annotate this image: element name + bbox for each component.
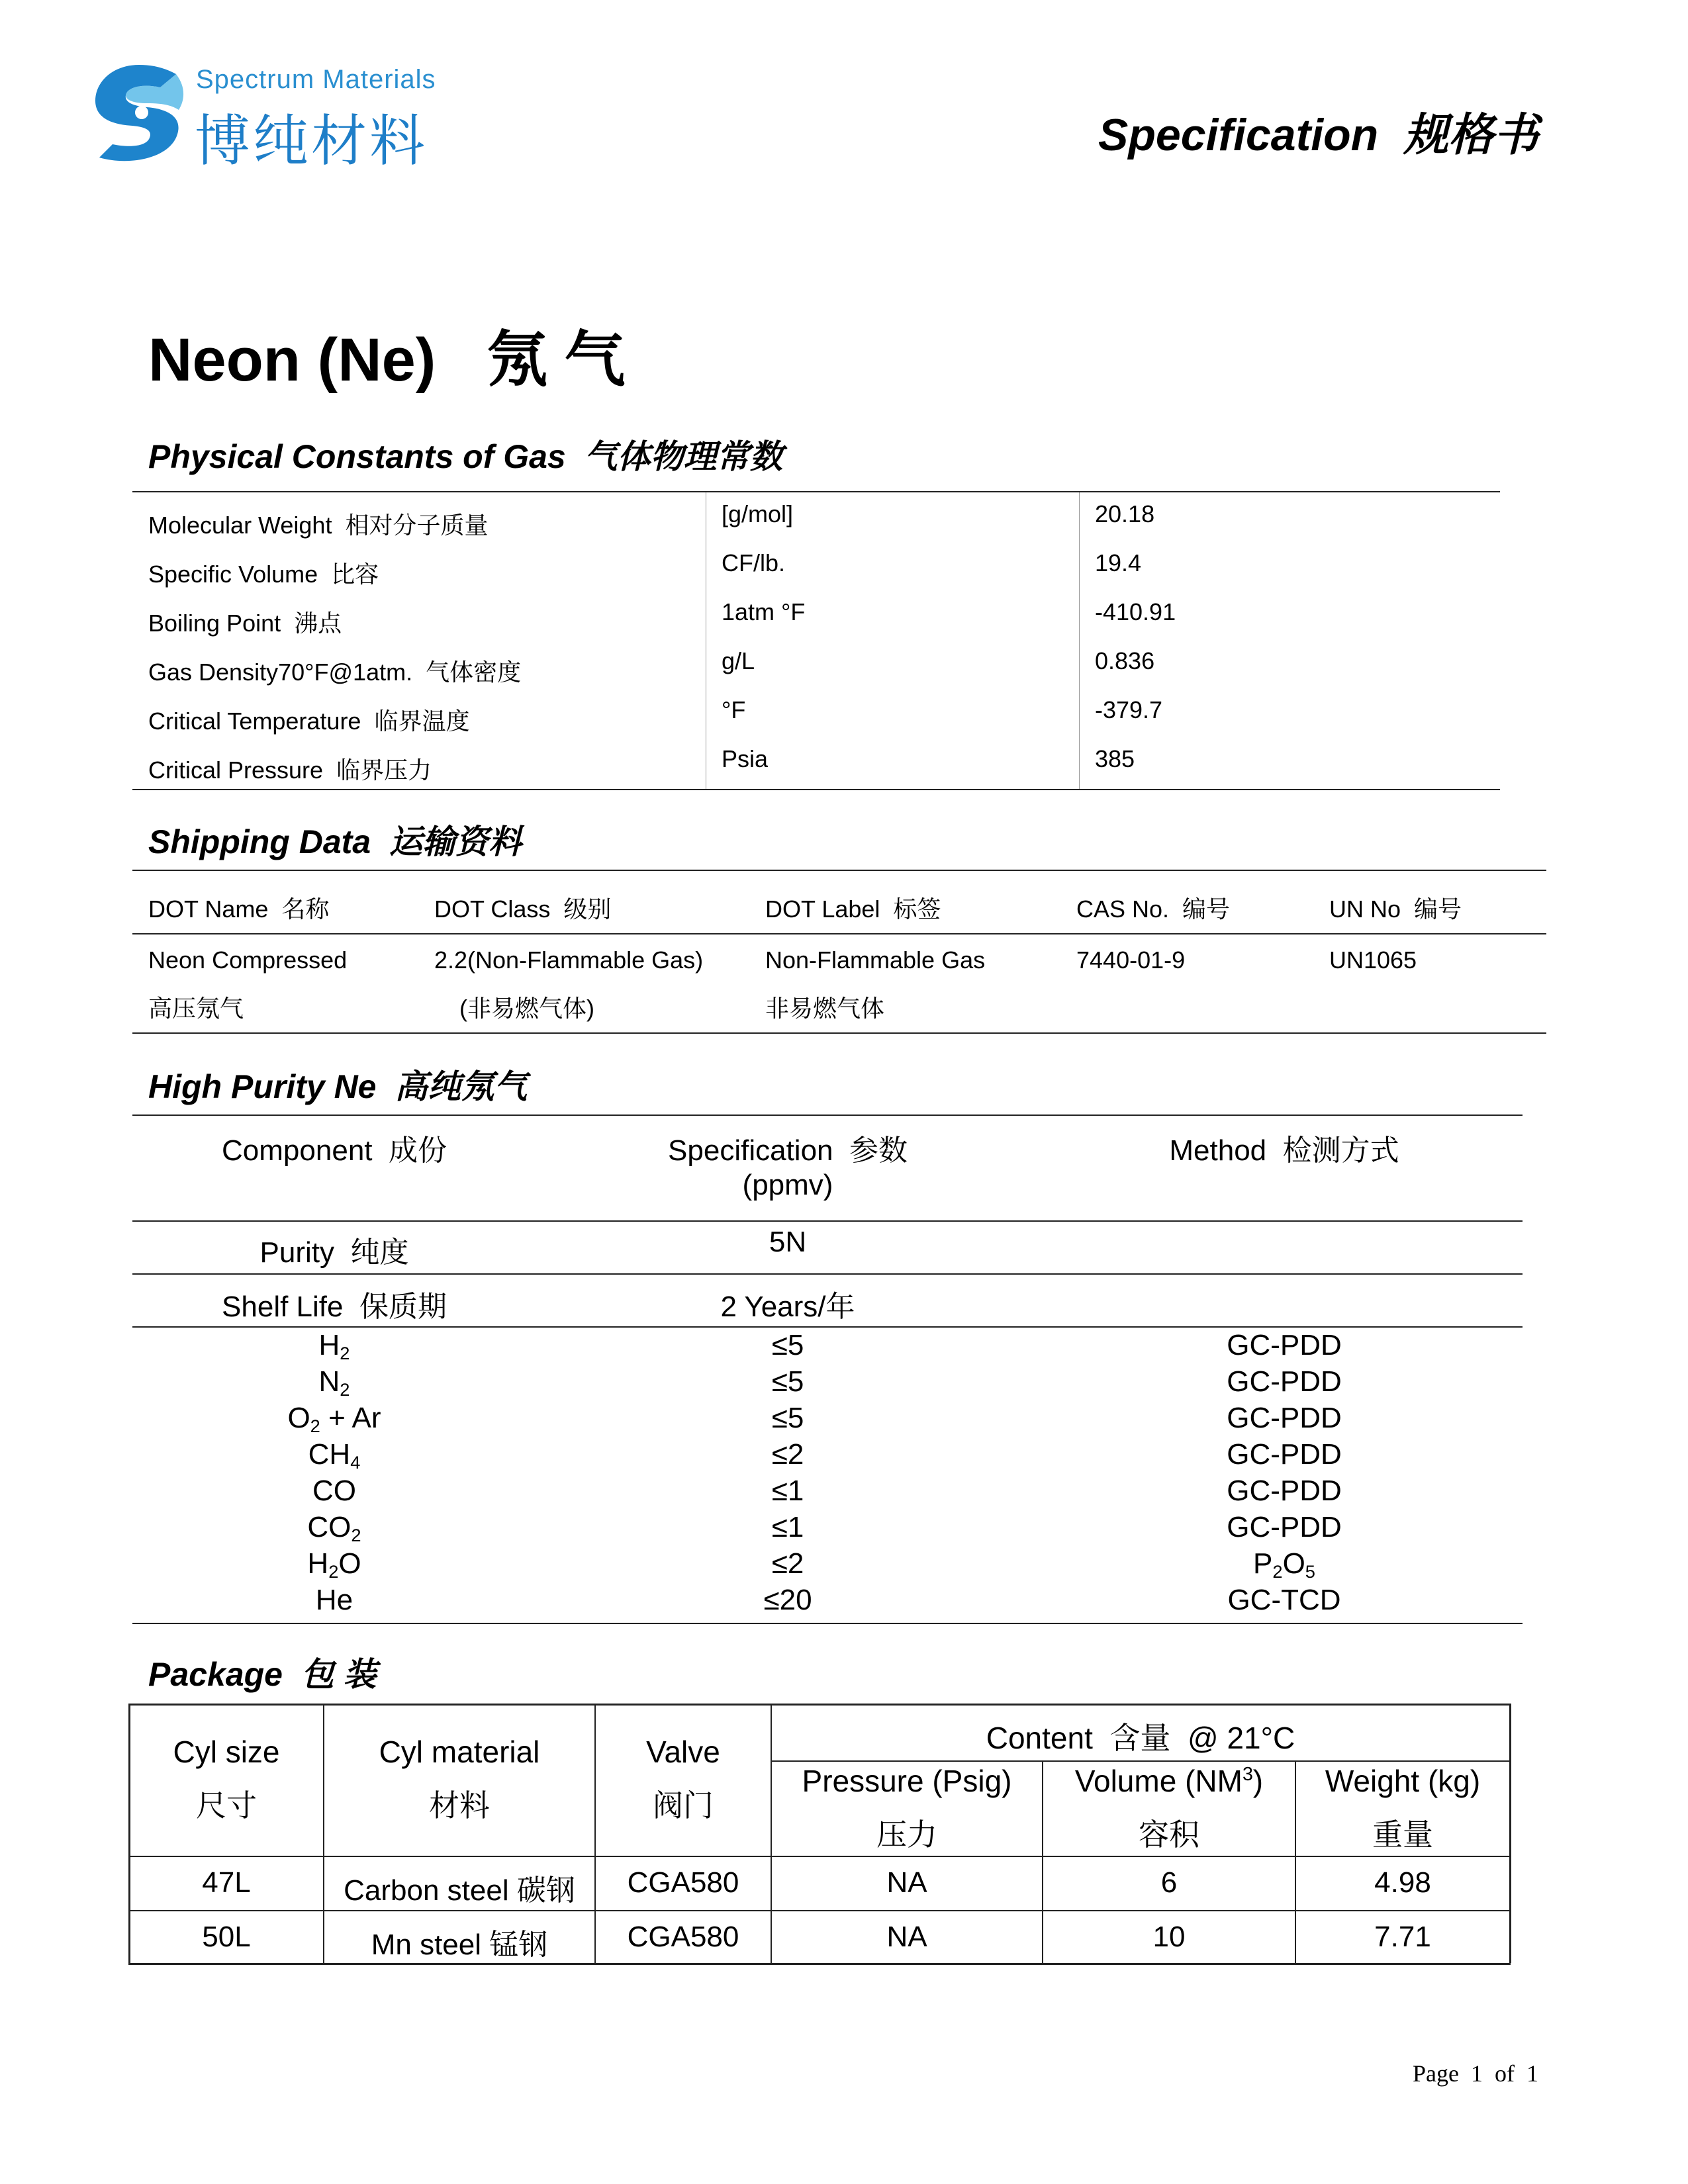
- logo-icon: [86, 60, 192, 165]
- dot-label-cn: 非易燃气体: [765, 995, 885, 1022]
- dot-class-header: DOT Class 级别: [434, 895, 612, 923]
- purity-label: Purity 纯度: [259, 1236, 409, 1269]
- valve-cell: CGA580: [627, 1921, 739, 1953]
- shipping-header-rule: [132, 933, 1546, 934]
- cyl-material-cell: Carbon steel 碳钢: [344, 1874, 575, 1907]
- dot-label-value: Non-Flammable Gas: [765, 946, 986, 974]
- physical-constants-title: Physical Constants of Gas 气体物理常数: [148, 438, 783, 475]
- property-value: -410.91: [1095, 598, 1176, 625]
- impurity-method: GC-PDD: [1227, 1329, 1342, 1361]
- brand-name-cn: 博纯材料: [195, 110, 428, 172]
- property-unit: g/L: [722, 647, 755, 674]
- property-value: 0.836: [1095, 647, 1155, 674]
- dot-name-value: Neon Compressed: [148, 946, 348, 974]
- volume-header-cn: 容积: [1139, 1817, 1199, 1852]
- weight-header: Weight (kg): [1325, 1764, 1481, 1798]
- purity-value: 5N: [769, 1226, 807, 1258]
- impurity-method: GC-PDD: [1227, 1402, 1342, 1434]
- page-title: Neon (Ne) 氖 气: [148, 326, 626, 394]
- impurity-method: GC-PDD: [1227, 1475, 1342, 1507]
- cyl-material-header: Cyl material: [379, 1735, 540, 1769]
- impurity-formula: CO: [312, 1475, 356, 1507]
- physical-top-rule: [132, 491, 1500, 492]
- dot-class-cn: (非易燃气体): [459, 995, 594, 1022]
- property-value: -379.7: [1095, 696, 1163, 723]
- property-value: 385: [1095, 745, 1135, 772]
- shipping-bottom-rule: [132, 1032, 1546, 1034]
- dot-class-value: 2.2(Non-Flammable Gas): [434, 946, 704, 974]
- brand-name-en: Spectrum Materials: [196, 65, 436, 94]
- package-border: [128, 1910, 1511, 1911]
- cyl-size-header: Cyl size: [173, 1735, 280, 1769]
- shelf-life-value: 2 Years/年: [720, 1291, 855, 1323]
- package-title: Package 包 装: [148, 1656, 377, 1693]
- property-name: Critical Temperature 临界温度: [148, 707, 470, 735]
- package-border: [771, 1760, 1511, 1762]
- shipping-data-title: Shipping Data 运输资料: [148, 823, 522, 860]
- property-name: Molecular Weight 相对分子质量: [148, 512, 489, 539]
- package-border: [128, 1963, 1511, 1965]
- weight-cell: 7.71: [1374, 1921, 1431, 1953]
- page-number: Page 1 of 1: [1413, 2060, 1538, 2087]
- cyl-size-cell: 50L: [202, 1921, 251, 1953]
- impurity-formula: $H_2$: [318, 1329, 350, 1363]
- component-header: Component 成份: [222, 1134, 447, 1167]
- cyl-size-cell: 47L: [202, 1866, 251, 1899]
- specification-header: Specification 参数: [668, 1134, 908, 1167]
- purity-top-rule: [132, 1115, 1523, 1116]
- property-unit: 1atm °F: [722, 598, 806, 625]
- pressure-header: Pressure (Psig): [802, 1764, 1012, 1798]
- un-no-value: UN1065: [1329, 946, 1417, 974]
- pressure-cell: NA: [886, 1921, 927, 1953]
- property-name: Gas Density70°F@1atm. 气体密度: [148, 659, 522, 686]
- pressure-header-cn: 压力: [876, 1817, 937, 1852]
- package-border: [128, 1704, 1511, 1706]
- method-header: Method 检测方式: [1169, 1134, 1399, 1167]
- volume-cell: 10: [1152, 1921, 1186, 1953]
- cas-no-value: 7440-01-9: [1076, 946, 1186, 974]
- impurity-spec: ≤1: [771, 1475, 804, 1507]
- pressure-cell: NA: [886, 1866, 927, 1899]
- valve-header: Valve: [646, 1735, 720, 1769]
- impurity-formula: $H_2O$: [307, 1547, 361, 1582]
- valve-header-cn: 阀门: [653, 1788, 714, 1823]
- high-purity-title: High Purity Ne 高纯氖气: [148, 1068, 528, 1105]
- property-name: Critical Pressure 临界压力: [148, 756, 432, 784]
- physical-bottom-rule: [132, 789, 1500, 790]
- cyl-material-header-cn: 材料: [429, 1788, 490, 1823]
- impurity-formula: $CH_4$: [308, 1438, 361, 1473]
- impurity-method: GC-PDD: [1227, 1511, 1342, 1543]
- dot-label-header: DOT Label 标签: [765, 895, 941, 923]
- impurity-formula: $N_2$: [318, 1365, 350, 1400]
- property-name: Boiling Point 沸点: [148, 610, 342, 637]
- impurity-spec: ≤5: [771, 1402, 804, 1434]
- impurity-spec: ≤20: [763, 1584, 812, 1616]
- cyl-material-cell: Mn steel 锰钢: [371, 1929, 548, 1961]
- property-unit: °F: [722, 696, 746, 723]
- property-unit: [g/mol]: [722, 500, 794, 527]
- property-value: 20.18: [1095, 500, 1155, 527]
- purity-row-rule: [132, 1326, 1523, 1328]
- impurity-spec: ≤5: [771, 1365, 804, 1398]
- purity-header-rule: [132, 1220, 1523, 1222]
- purity-row-rule: [132, 1273, 1523, 1275]
- impurity-formula: $CO_2$: [307, 1511, 361, 1545]
- cyl-size-header-cn: 尺寸: [196, 1788, 257, 1823]
- impurity-spec: ≤2: [771, 1547, 804, 1580]
- property-unit: CF/lb.: [722, 549, 786, 576]
- impurity-formula: He: [315, 1584, 353, 1616]
- volume-cell: 6: [1160, 1866, 1178, 1899]
- impurity-spec: ≤1: [771, 1511, 804, 1543]
- shelf-life-label: Shelf Life 保质期: [222, 1291, 447, 1323]
- physical-col-divider: [1079, 492, 1080, 789]
- specification-unit: (ppmv): [742, 1169, 833, 1201]
- impurity-method: $P_2O_5$: [1253, 1547, 1315, 1582]
- volume-header: Volume $(NM^3)$: [1074, 1763, 1264, 1798]
- impurity-spec: ≤5: [771, 1329, 804, 1361]
- valve-cell: CGA580: [627, 1866, 739, 1899]
- impurity-spec: ≤2: [771, 1438, 804, 1471]
- impurity-method: GC-PDD: [1227, 1438, 1342, 1471]
- property-name: Specific Volume 比容: [148, 561, 379, 588]
- dot-name-header: DOT Name 名称: [148, 895, 330, 923]
- impurity-method: GC-PDD: [1227, 1365, 1342, 1398]
- spec-title: Specification 规格书: [1098, 110, 1538, 160]
- shipping-top-rule: [132, 870, 1546, 871]
- package-border: [128, 1856, 1511, 1857]
- dot-name-cn: 高压氖气: [148, 995, 244, 1022]
- impurity-method: GC-TCD: [1227, 1584, 1341, 1616]
- impurity-formula: $O_2 + Ar$: [287, 1402, 381, 1436]
- property-value: 19.4: [1095, 549, 1142, 576]
- property-unit: Psia: [722, 745, 769, 772]
- weight-header-cn: 重量: [1372, 1817, 1433, 1852]
- content-header: Content 含量 @ 21°C: [986, 1721, 1295, 1755]
- un-no-header: UN No 编号: [1329, 895, 1462, 923]
- purity-bottom-rule: [132, 1623, 1523, 1624]
- cas-no-header: CAS No. 编号: [1076, 895, 1231, 923]
- package-border: [1509, 1704, 1511, 1963]
- weight-cell: 4.98: [1374, 1866, 1431, 1899]
